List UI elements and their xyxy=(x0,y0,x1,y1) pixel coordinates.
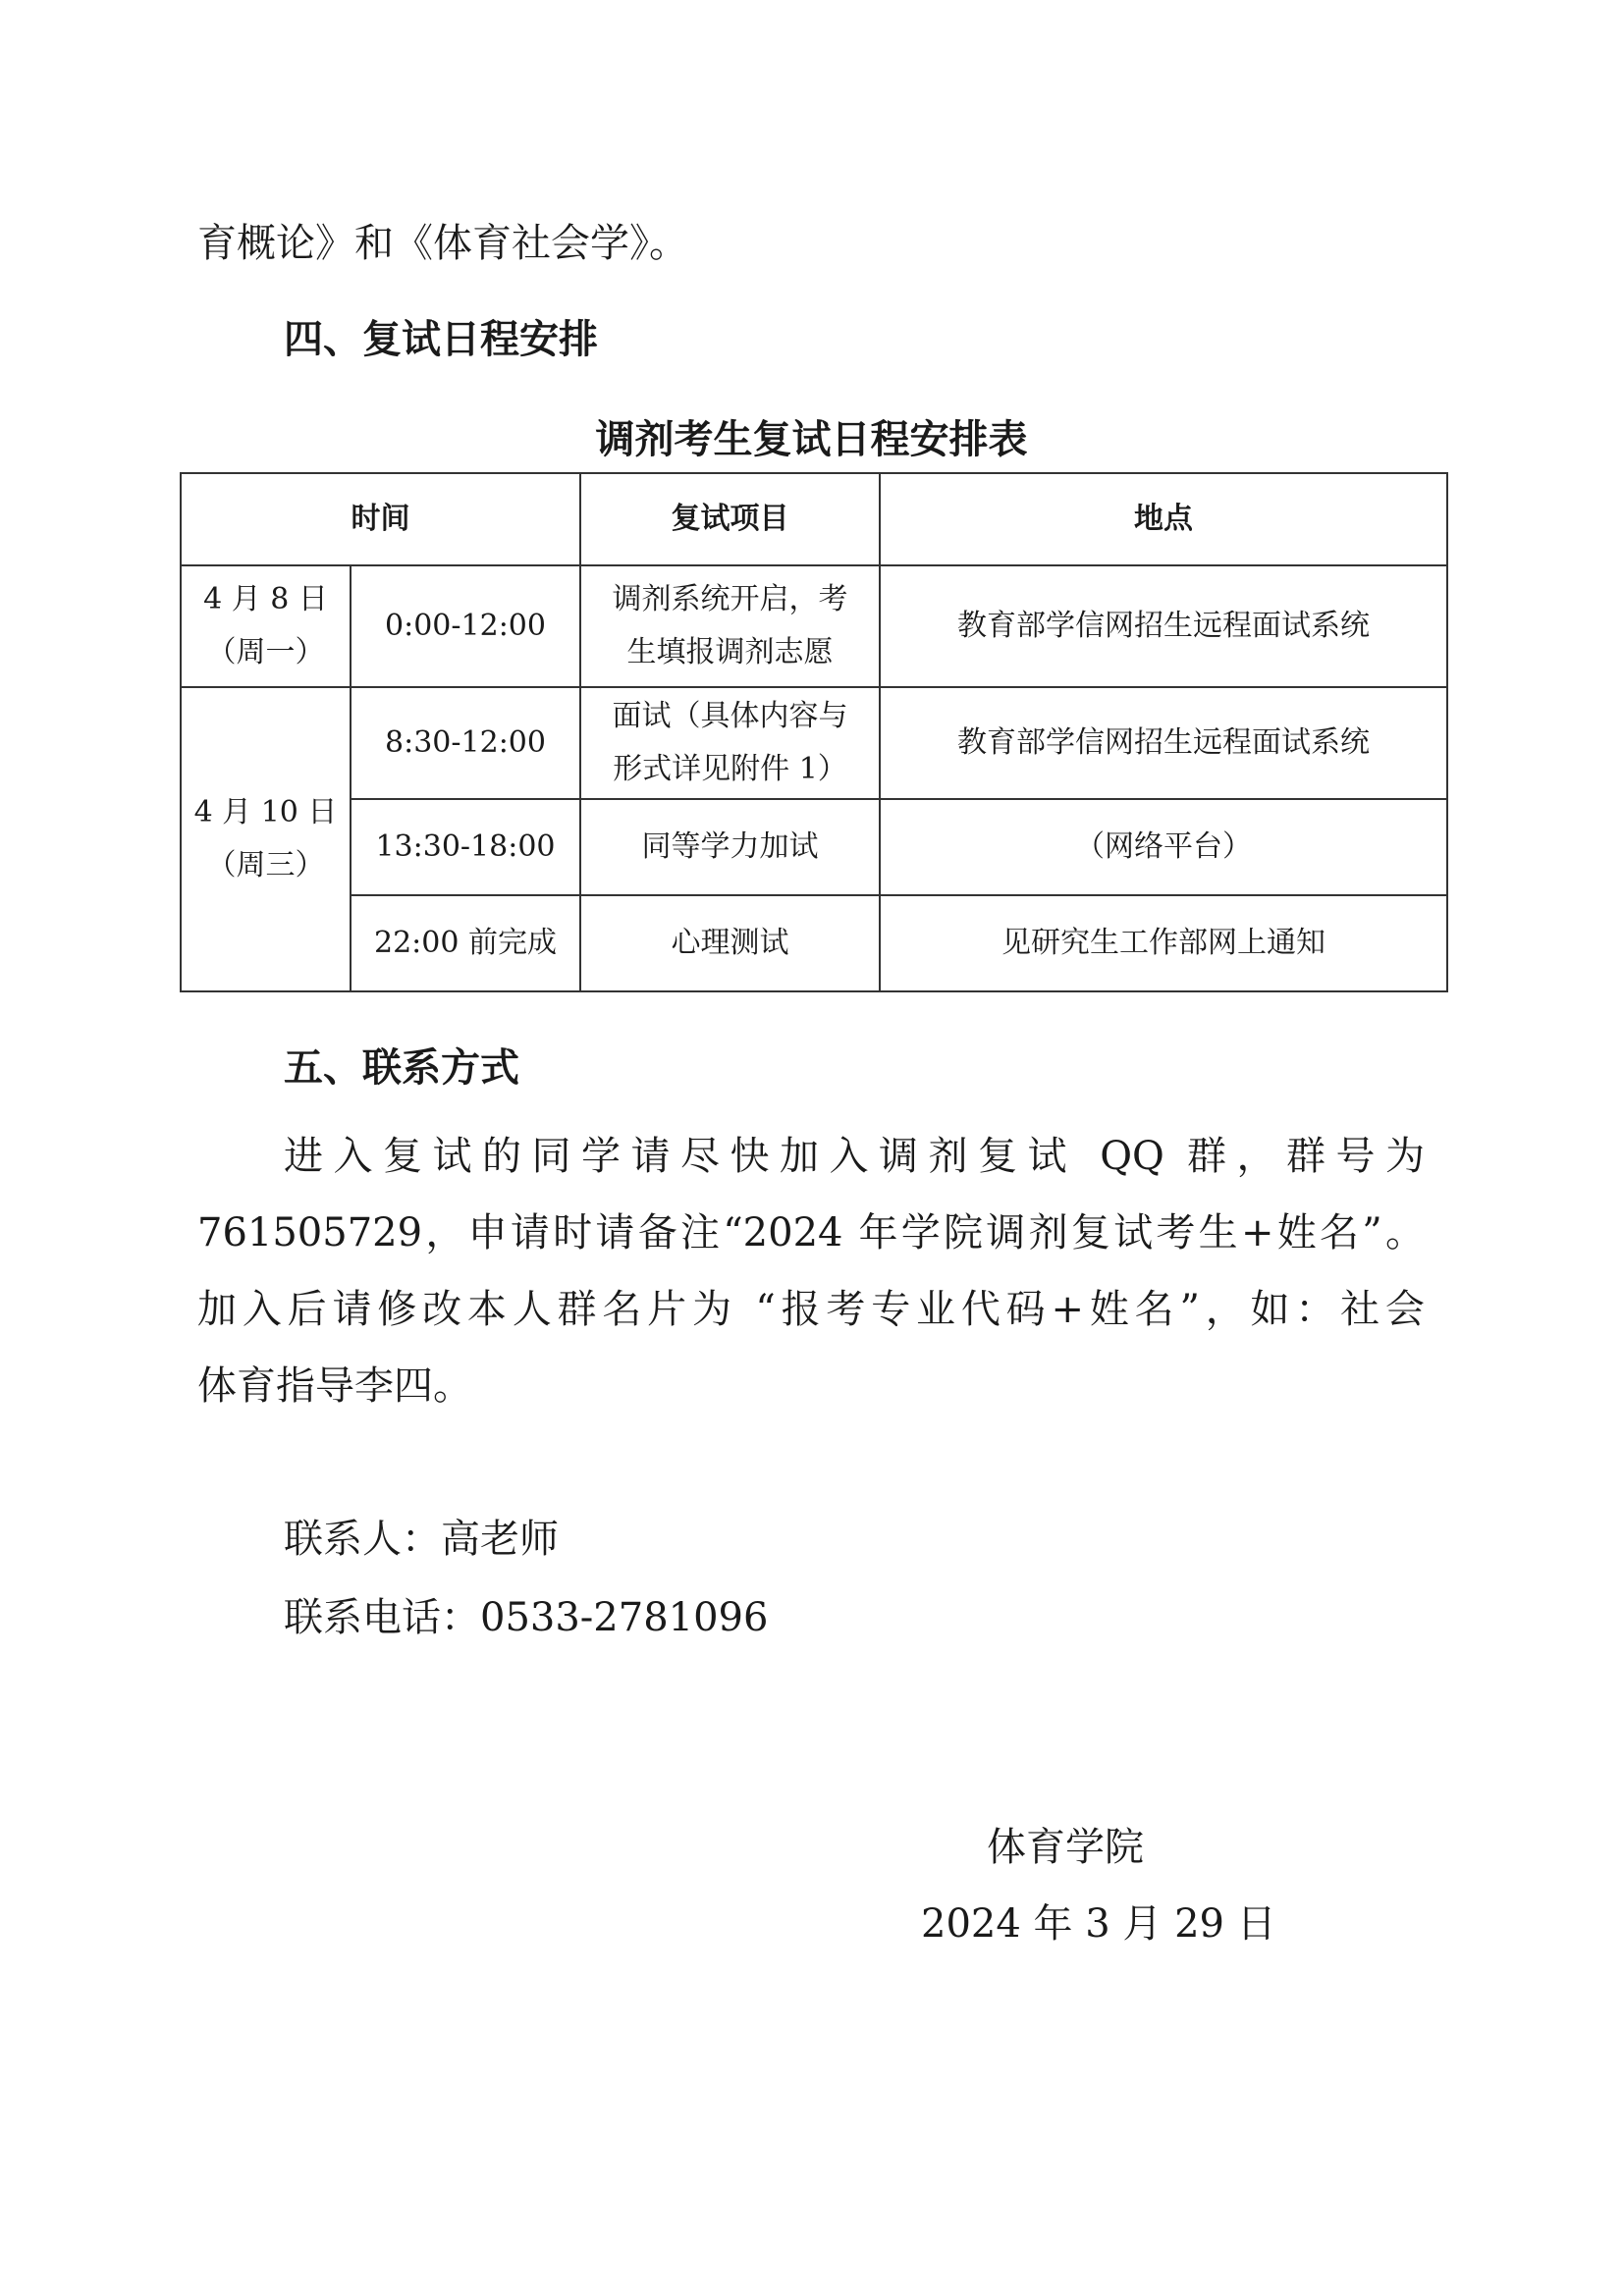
time-cell: 0:00-12:00 xyxy=(351,565,580,687)
header-location: 地点 xyxy=(880,473,1447,565)
section-4-heading: 四、复试日程安排 xyxy=(284,317,598,362)
header-time: 时间 xyxy=(181,473,580,565)
date-cell xyxy=(181,565,351,687)
table-row xyxy=(181,687,1447,799)
signature-org: 体育学院 xyxy=(987,1825,1144,1870)
header-item: 复试项目 xyxy=(580,473,880,565)
item-cell: 心理测试 xyxy=(580,895,880,991)
table-row xyxy=(181,799,1447,895)
location-cell: 教育部学信网招生远程面试系统 xyxy=(880,687,1447,799)
schedule-table-title: 调剂考生复试日程安排表 xyxy=(595,417,1028,462)
schedule-table xyxy=(180,472,1448,992)
location-cell: 教育部学信网招生远程面试系统 xyxy=(880,565,1447,687)
table-header-row xyxy=(181,473,1447,565)
location-cell: 见研究生工作部网上通知 xyxy=(880,895,1447,991)
item-line-2: 形式详见附件 1） xyxy=(613,752,847,786)
time-cell: 13:30-18:00 xyxy=(351,799,580,895)
item-line-2: 生填报调剂志愿 xyxy=(626,635,834,669)
date-cell xyxy=(181,687,351,991)
contact-paragraph-line-4: 体育指导李四。 xyxy=(197,1363,472,1409)
contact-paragraph-line-3: 加入后请修改本人群名片为 “报考专业代码+姓名”，如：社会 xyxy=(197,1287,1425,1332)
item-cell xyxy=(580,687,880,799)
date-line-1: 4 月 8 日 xyxy=(203,582,328,616)
contact-paragraph-line-1: 进入复试的同学请尽快加入调剂复试 QQ 群，群号为 xyxy=(284,1134,1425,1179)
contact-phone: 联系电话：0533-2781096 xyxy=(284,1595,769,1640)
table-row xyxy=(181,565,1447,687)
item-line-1: 面试（具体内容与 xyxy=(612,699,848,733)
contact-paragraph-line-2: 761505729，申请时请备注“2024 年学院调剂复试考生+姓名”。 xyxy=(197,1210,1425,1255)
section-5-heading: 五、联系方式 xyxy=(284,1045,519,1091)
item-cell xyxy=(580,565,880,687)
time-cell: 22:00 前完成 xyxy=(351,895,580,991)
intro-tail-text: 育概论》和《体育社会学》。 xyxy=(197,221,688,266)
item-cell: 同等学力加试 xyxy=(580,799,880,895)
date-line-2: （周一） xyxy=(206,635,325,669)
date-line-2: （周三） xyxy=(206,848,325,882)
contact-person: 联系人：高老师 xyxy=(284,1517,559,1562)
signature-date: 2024 年 3 月 29 日 xyxy=(921,1901,1276,1947)
date-line-1: 4 月 10 日 xyxy=(193,795,338,829)
location-cell: （网络平台） xyxy=(880,799,1447,895)
item-line-1: 调剂系统开启，考 xyxy=(612,582,848,616)
time-cell: 8:30-12:00 xyxy=(351,687,580,799)
table-row xyxy=(181,895,1447,991)
